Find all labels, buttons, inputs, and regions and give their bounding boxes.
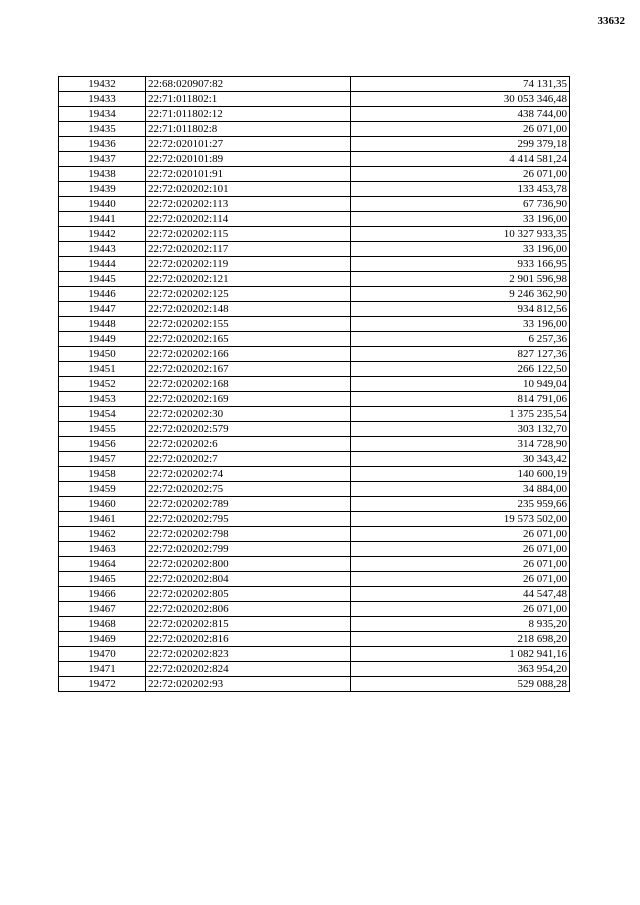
table-row	[59, 617, 570, 632]
row-number-cell: 19442	[59, 227, 146, 242]
cadastral-value-cell: 314 728,90	[351, 437, 570, 452]
row-number-cell: 19463	[59, 542, 146, 557]
row-number-cell: 19459	[59, 482, 146, 497]
table-row	[59, 92, 570, 107]
table-row	[59, 197, 570, 212]
cadastral-value-cell: 133 453,78	[351, 182, 570, 197]
cadastral-value-cell: 363 954,20	[351, 662, 570, 677]
cadastral-value-cell: 44 547,48	[351, 587, 570, 602]
cadastral-value-cell: 67 736,90	[351, 197, 570, 212]
table-row	[59, 482, 570, 497]
cadastral-value-cell: 933 166,95	[351, 257, 570, 272]
table-row	[59, 212, 570, 227]
cadastral-number-cell: 22:72:020202:30	[146, 407, 351, 422]
cadastral-value-cell: 74 131,35	[351, 77, 570, 92]
table-row	[59, 572, 570, 587]
cadastral-number-cell: 22:72:020202:93	[146, 677, 351, 692]
row-number-cell: 19458	[59, 467, 146, 482]
table-row	[59, 287, 570, 302]
table-row	[59, 227, 570, 242]
cadastral-value-cell: 814 791,06	[351, 392, 570, 407]
row-number-cell: 19433	[59, 92, 146, 107]
cadastral-number-cell: 22:72:020202:816	[146, 632, 351, 647]
cadastral-value-cell: 235 959,66	[351, 497, 570, 512]
cadastral-value-cell: 1 082 941,16	[351, 647, 570, 662]
cadastral-value-cell: 8 935,20	[351, 617, 570, 632]
table-row	[59, 77, 570, 92]
cadastral-number-cell: 22:72:020202:805	[146, 587, 351, 602]
row-number-cell: 19447	[59, 302, 146, 317]
cadastral-value-cell: 529 088,28	[351, 677, 570, 692]
row-number-cell: 19467	[59, 602, 146, 617]
table-row	[59, 647, 570, 662]
cadastral-value-cell: 26 071,00	[351, 542, 570, 557]
cadastral-value-cell: 1 375 235,54	[351, 407, 570, 422]
table-row	[59, 407, 570, 422]
table-row	[59, 242, 570, 257]
table-row	[59, 662, 570, 677]
row-number-cell: 19450	[59, 347, 146, 362]
cadastral-number-cell: 22:72:020202:74	[146, 467, 351, 482]
row-number-cell: 19448	[59, 317, 146, 332]
cadastral-number-cell: 22:72:020202:804	[146, 572, 351, 587]
row-number-cell: 19461	[59, 512, 146, 527]
table-row	[59, 452, 570, 467]
cadastral-number-cell: 22:72:020202:101	[146, 182, 351, 197]
page-number: 33632	[597, 15, 625, 27]
cadastral-value-cell: 33 196,00	[351, 317, 570, 332]
row-number-cell: 19466	[59, 587, 146, 602]
cadastral-value-cell: 34 884,00	[351, 482, 570, 497]
cadastral-number-cell: 22:72:020202:6	[146, 437, 351, 452]
table-row	[59, 542, 570, 557]
row-number-cell: 19453	[59, 392, 146, 407]
cadastral-value-cell: 30 343,42	[351, 452, 570, 467]
row-number-cell: 19437	[59, 152, 146, 167]
table-row	[59, 137, 570, 152]
cadastral-value-cell: 303 132,70	[351, 422, 570, 437]
table-row	[59, 497, 570, 512]
table-row	[59, 467, 570, 482]
table-row	[59, 437, 570, 452]
table-row	[59, 257, 570, 272]
row-number-cell: 19436	[59, 137, 146, 152]
cadastral-number-cell: 22:72:020202:113	[146, 197, 351, 212]
table-row	[59, 272, 570, 287]
table-row	[59, 167, 570, 182]
table-row	[59, 347, 570, 362]
row-number-cell: 19432	[59, 77, 146, 92]
row-number-cell: 19441	[59, 212, 146, 227]
cadastral-number-cell: 22:72:020202:7	[146, 452, 351, 467]
cadastral-number-cell: 22:72:020202:800	[146, 557, 351, 572]
cadastral-value-cell: 266 122,50	[351, 362, 570, 377]
cadastral-number-cell: 22:72:020202:169	[146, 392, 351, 407]
row-number-cell: 19471	[59, 662, 146, 677]
cadastral-number-cell: 22:71:011802:1	[146, 92, 351, 107]
cadastral-value-cell: 26 071,00	[351, 557, 570, 572]
cadastral-value-cell: 26 071,00	[351, 527, 570, 542]
cadastral-number-cell: 22:72:020202:165	[146, 332, 351, 347]
cadastral-number-cell: 22:72:020202:125	[146, 287, 351, 302]
table-row	[59, 377, 570, 392]
cadastral-value-cell: 4 414 581,24	[351, 152, 570, 167]
cadastral-number-cell: 22:72:020202:167	[146, 362, 351, 377]
row-number-cell: 19444	[59, 257, 146, 272]
row-number-cell: 19460	[59, 497, 146, 512]
row-number-cell: 19443	[59, 242, 146, 257]
table-row	[59, 182, 570, 197]
cadastral-number-cell: 22:72:020202:799	[146, 542, 351, 557]
row-number-cell: 19462	[59, 527, 146, 542]
table-row	[59, 152, 570, 167]
cadastral-value-cell: 10 327 933,35	[351, 227, 570, 242]
table-row	[59, 632, 570, 647]
row-number-cell: 19456	[59, 437, 146, 452]
row-number-cell: 19438	[59, 167, 146, 182]
table-row	[59, 122, 570, 137]
table-row	[59, 107, 570, 122]
row-number-cell: 19468	[59, 617, 146, 632]
cadastral-number-cell: 22:72:020202:806	[146, 602, 351, 617]
table-row	[59, 527, 570, 542]
cadastral-number-cell: 22:72:020202:115	[146, 227, 351, 242]
row-number-cell: 19440	[59, 197, 146, 212]
cadastral-value-cell: 19 573 502,00	[351, 512, 570, 527]
cadastral-number-cell: 22:72:020202:795	[146, 512, 351, 527]
cadastral-value-cell: 6 257,36	[351, 332, 570, 347]
cadastral-number-cell: 22:72:020202:815	[146, 617, 351, 632]
cadastral-number-cell: 22:72:020202:824	[146, 662, 351, 677]
row-number-cell: 19449	[59, 332, 146, 347]
cadastral-value-table	[58, 76, 570, 692]
cadastral-number-cell: 22:72:020202:119	[146, 257, 351, 272]
row-number-cell: 19454	[59, 407, 146, 422]
cadastral-value-cell: 827 127,36	[351, 347, 570, 362]
row-number-cell: 19472	[59, 677, 146, 692]
row-number-cell: 19445	[59, 272, 146, 287]
cadastral-value-cell: 218 698,20	[351, 632, 570, 647]
cadastral-number-cell: 22:71:011802:8	[146, 122, 351, 137]
cadastral-value-cell: 30 053 346,48	[351, 92, 570, 107]
cadastral-value-cell: 33 196,00	[351, 212, 570, 227]
row-number-cell: 19446	[59, 287, 146, 302]
cadastral-value-cell: 26 071,00	[351, 572, 570, 587]
cadastral-value-cell: 9 246 362,90	[351, 287, 570, 302]
table-row	[59, 677, 570, 692]
row-number-cell: 19435	[59, 122, 146, 137]
cadastral-number-cell: 22:72:020202:168	[146, 377, 351, 392]
cadastral-number-cell: 22:72:020202:798	[146, 527, 351, 542]
cadastral-value-cell: 26 071,00	[351, 122, 570, 137]
table-row	[59, 332, 570, 347]
cadastral-value-cell: 299 379,18	[351, 137, 570, 152]
cadastral-number-cell: 22:72:020202:117	[146, 242, 351, 257]
cadastral-number-cell: 22:72:020202:148	[146, 302, 351, 317]
table-row	[59, 302, 570, 317]
table-row	[59, 362, 570, 377]
cadastral-number-cell: 22:72:020202:114	[146, 212, 351, 227]
cadastral-number-cell: 22:72:020202:155	[146, 317, 351, 332]
cadastral-number-cell: 22:72:020202:121	[146, 272, 351, 287]
table-row	[59, 587, 570, 602]
cadastral-value-cell: 10 949,04	[351, 377, 570, 392]
cadastral-number-cell: 22:72:020202:75	[146, 482, 351, 497]
cadastral-value-cell: 26 071,00	[351, 167, 570, 182]
row-number-cell: 19457	[59, 452, 146, 467]
cadastral-number-cell: 22:72:020202:579	[146, 422, 351, 437]
cadastral-value-cell: 934 812,56	[351, 302, 570, 317]
cadastral-value-cell: 140 600,19	[351, 467, 570, 482]
row-number-cell: 19464	[59, 557, 146, 572]
table-row	[59, 422, 570, 437]
row-number-cell: 19451	[59, 362, 146, 377]
cadastral-value-cell: 33 196,00	[351, 242, 570, 257]
row-number-cell: 19439	[59, 182, 146, 197]
row-number-cell: 19465	[59, 572, 146, 587]
cadastral-number-cell: 22:72:020101:27	[146, 137, 351, 152]
table-row	[59, 392, 570, 407]
table-row	[59, 512, 570, 527]
table-row	[59, 317, 570, 332]
row-number-cell: 19455	[59, 422, 146, 437]
row-number-cell: 19470	[59, 647, 146, 662]
table-row	[59, 602, 570, 617]
cadastral-number-cell: 22:72:020202:823	[146, 647, 351, 662]
row-number-cell: 19469	[59, 632, 146, 647]
row-number-cell: 19452	[59, 377, 146, 392]
cadastral-number-cell: 22:72:020202:166	[146, 347, 351, 362]
cadastral-value-cell: 438 744,00	[351, 107, 570, 122]
cadastral-value-cell: 2 901 596,98	[351, 272, 570, 287]
cadastral-number-cell: 22:71:011802:12	[146, 107, 351, 122]
row-number-cell: 19434	[59, 107, 146, 122]
cadastral-number-cell: 22:72:020202:789	[146, 497, 351, 512]
cadastral-number-cell: 22:68:020907:82	[146, 77, 351, 92]
cadastral-number-cell: 22:72:020101:89	[146, 152, 351, 167]
cadastral-value-cell: 26 071,00	[351, 602, 570, 617]
table-body	[59, 77, 570, 692]
table-row	[59, 557, 570, 572]
cadastral-number-cell: 22:72:020101:91	[146, 167, 351, 182]
